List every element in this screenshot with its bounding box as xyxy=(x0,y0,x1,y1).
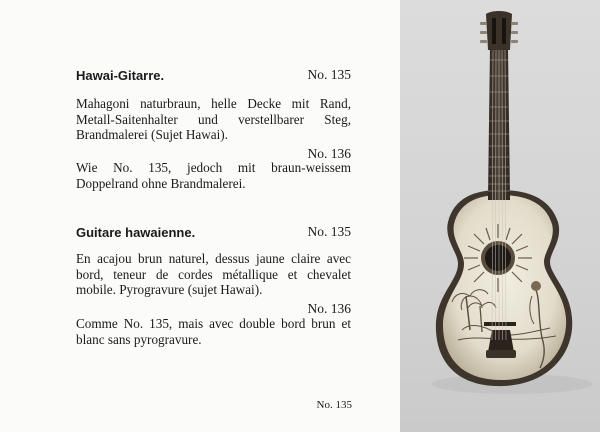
bridge xyxy=(484,322,516,326)
german-heading: Hawai-Gitarre. xyxy=(76,68,165,83)
french-heading: Guitare hawaienne. xyxy=(76,225,196,240)
soundhole xyxy=(485,245,511,271)
french-variant-number: No. 136 xyxy=(307,301,351,316)
german-number: No. 135 xyxy=(307,67,351,82)
photo-caption: No. 135 xyxy=(316,399,352,411)
french-variant-description: Comme No. 135, mais avec double bord brun et blanc sans pyrogravure. xyxy=(76,316,351,347)
guitar-illustration xyxy=(400,0,600,432)
german-variant-number: No. 136 xyxy=(307,146,351,161)
french-description: En acajou brun naturel, dessus jaune claire avec bord, teneur de cordes métallique et chevalet mobile. Pyrogravure (sujet Hawai). xyxy=(76,251,351,297)
german-description: Mahagoni naturbraun, helle Decke mit Rand, Metall-Saitenhalter und verstellbarer Steg, Brandmalerei (Sujet Hawai). xyxy=(76,96,351,142)
guitar-photo xyxy=(400,0,600,432)
french-number: No. 135 xyxy=(307,224,351,239)
headstock xyxy=(480,11,518,50)
german-variant-description: Wie No. 135, jedoch mit braun-weissem Doppelrand ohne Brandmalerei. xyxy=(76,160,351,191)
